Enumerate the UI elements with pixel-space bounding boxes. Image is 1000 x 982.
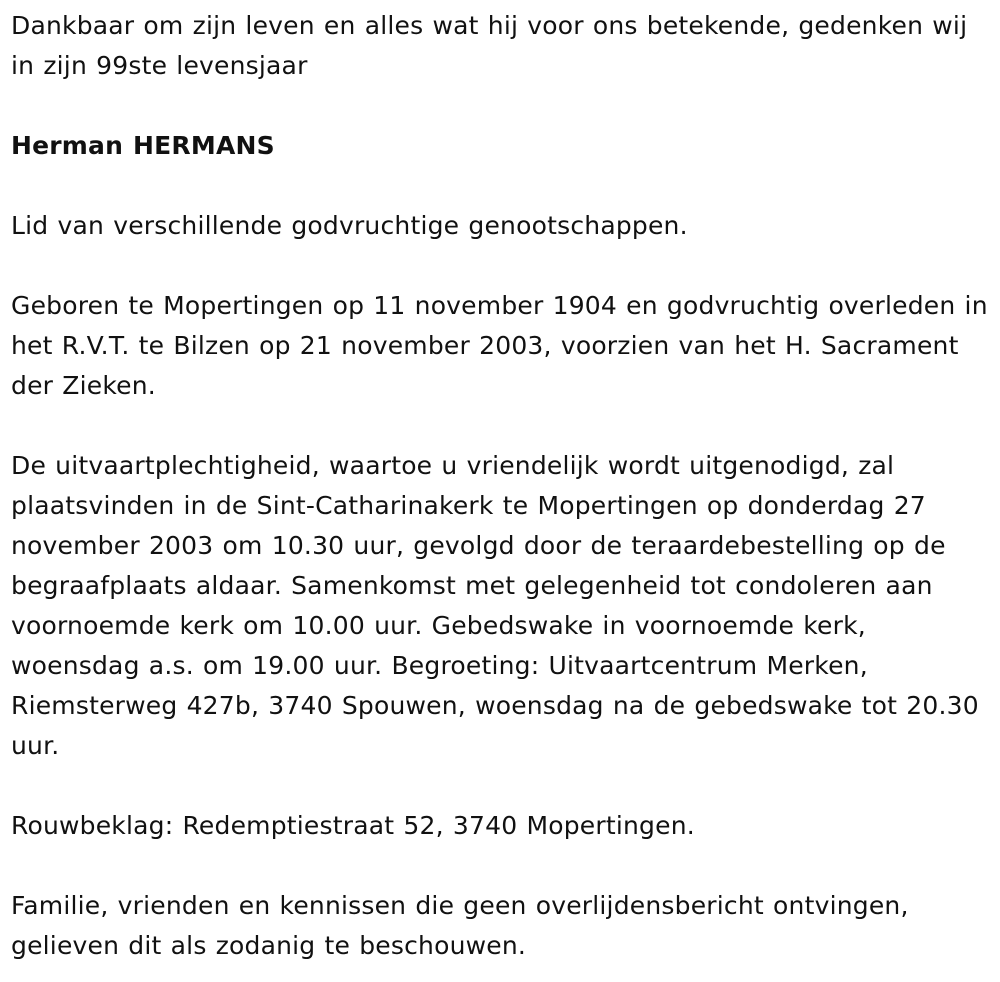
deceased-name: Herman HERMANS xyxy=(11,131,275,160)
intro-paragraph: Dankbaar om zijn leven en alles wat hij voor ons betekende, gedenken wij in zijn 99ste levensjaar xyxy=(11,11,968,80)
obituary-notice xyxy=(11,6,993,966)
birth-death-paragraph: Geboren te Mopertingen op 11 november 1904 en godvruchtig overleden in het R.V.T. te Bilzen op 21 november 2003, voorzien van het H. Sacrament der Zieken. xyxy=(11,291,988,400)
membership-paragraph: Lid van verschillende godvruchtige genootschappen. xyxy=(11,211,688,240)
closing-paragraph: Familie, vrienden en kennissen die geen overlijdensbericht ontvingen, gelieven dit als zodanig te beschouwen. xyxy=(11,891,909,960)
funeral-details-paragraph: De uitvaartplechtigheid, waartoe u vriendelijk wordt uitgenodigd, zal plaatsvinden in de Sint-Catharinakerk te Mopertingen op donderdag 27 november 2003 om 10.30 uur, gevolgd door de teraardebestelling op de begraafplaats aldaar. Samenkomst met gelegenheid tot condoleren aan voornoemde kerk om 10.00 uur. Gebedswake in voornoemde kerk, woensdag a.s. om 19.00 uur. Begroeting: Uitvaartcentrum Merken, Riemsterweg 427b, 3740 Spouwen, woensdag na de gebedswake tot 20.30 uur. xyxy=(11,451,979,760)
condolence-address: Rouwbeklag: Redemptiestraat 52, 3740 Mopertingen. xyxy=(11,811,695,840)
